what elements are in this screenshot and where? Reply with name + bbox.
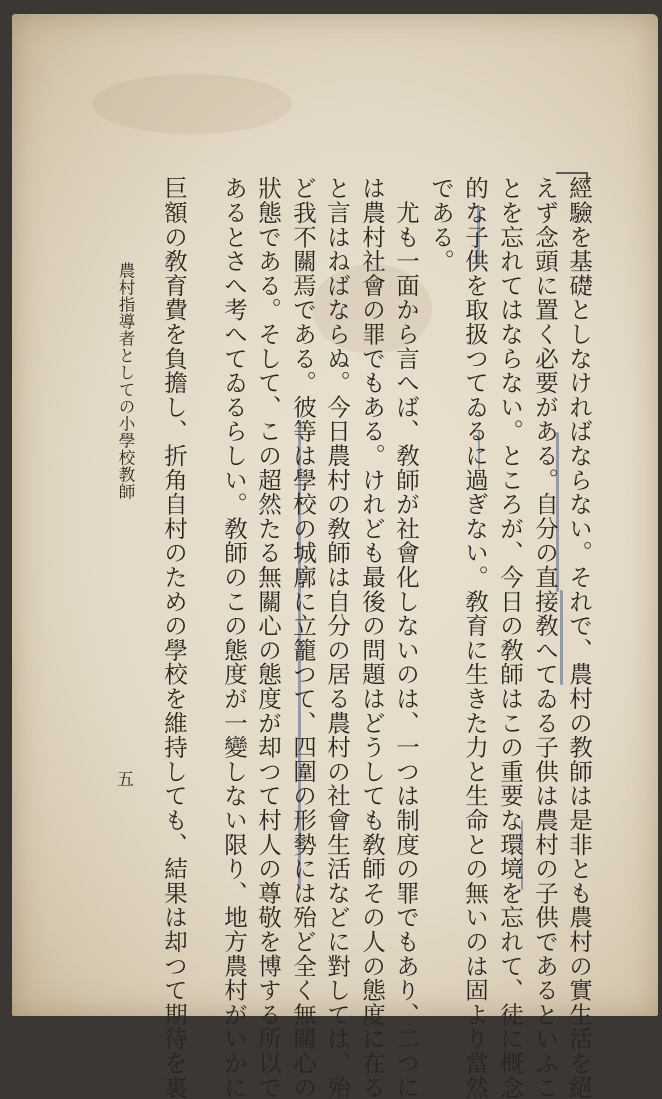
text-column: 經驗を基礎としなければならない。それで、農村の教師は是非とも農村の實生活を絕 (565, 176, 593, 1099)
text-column: えず念頭に置く必要がある。自分の直接敎へてゐる子供は農村の子供であるといふこ (531, 176, 559, 1099)
text-column: である。 (427, 176, 455, 274)
page-stain (92, 74, 292, 134)
text-column: あるとさへ考へてゐるらしい。敎師のこの態度が一變しない限り、地方農村がいかに (220, 176, 248, 1099)
text-column: と言はねばならぬ。今日農村の敎師は自分の居る農村の社會生活などに對しては、殆 (323, 176, 351, 1099)
running-title: 農村指導者としての小學校教師 (116, 262, 135, 500)
text-column: 尤も一面から言へば、敎師が社會化しないのは、一つは制度の罪でもあり、二つに (392, 176, 420, 1099)
page-number: 五 (113, 770, 133, 787)
text-column: ど我不關焉である。彼等は學校の城廓に立籠つて、四圍の形勢には殆ど全く無關心の (289, 176, 317, 1099)
text-column: は農村社會の罪でもある。けれども最後の問題はどうしても敎師その人の態度に在る (358, 176, 386, 1099)
pencil-line (560, 590, 563, 685)
text-column: 狀態である。そして、この超然たる無關心の態度が却つて村人の尊敬を博する所以で (254, 176, 282, 1099)
text-column: 巨額の敎育費を負擔し、折角自村のための學校を維持しても、結果は却つて期待を裏 (160, 176, 188, 1099)
text-column: とを忘れてはならない。ところが、今日の敎師はこの重要な環境を忘れて、徒に概念 (496, 176, 524, 1099)
text-column: 的な子供を取扱つてゐるに過ぎない。敎育に生きた力と生命との無いのは固より當然 (461, 176, 489, 1099)
